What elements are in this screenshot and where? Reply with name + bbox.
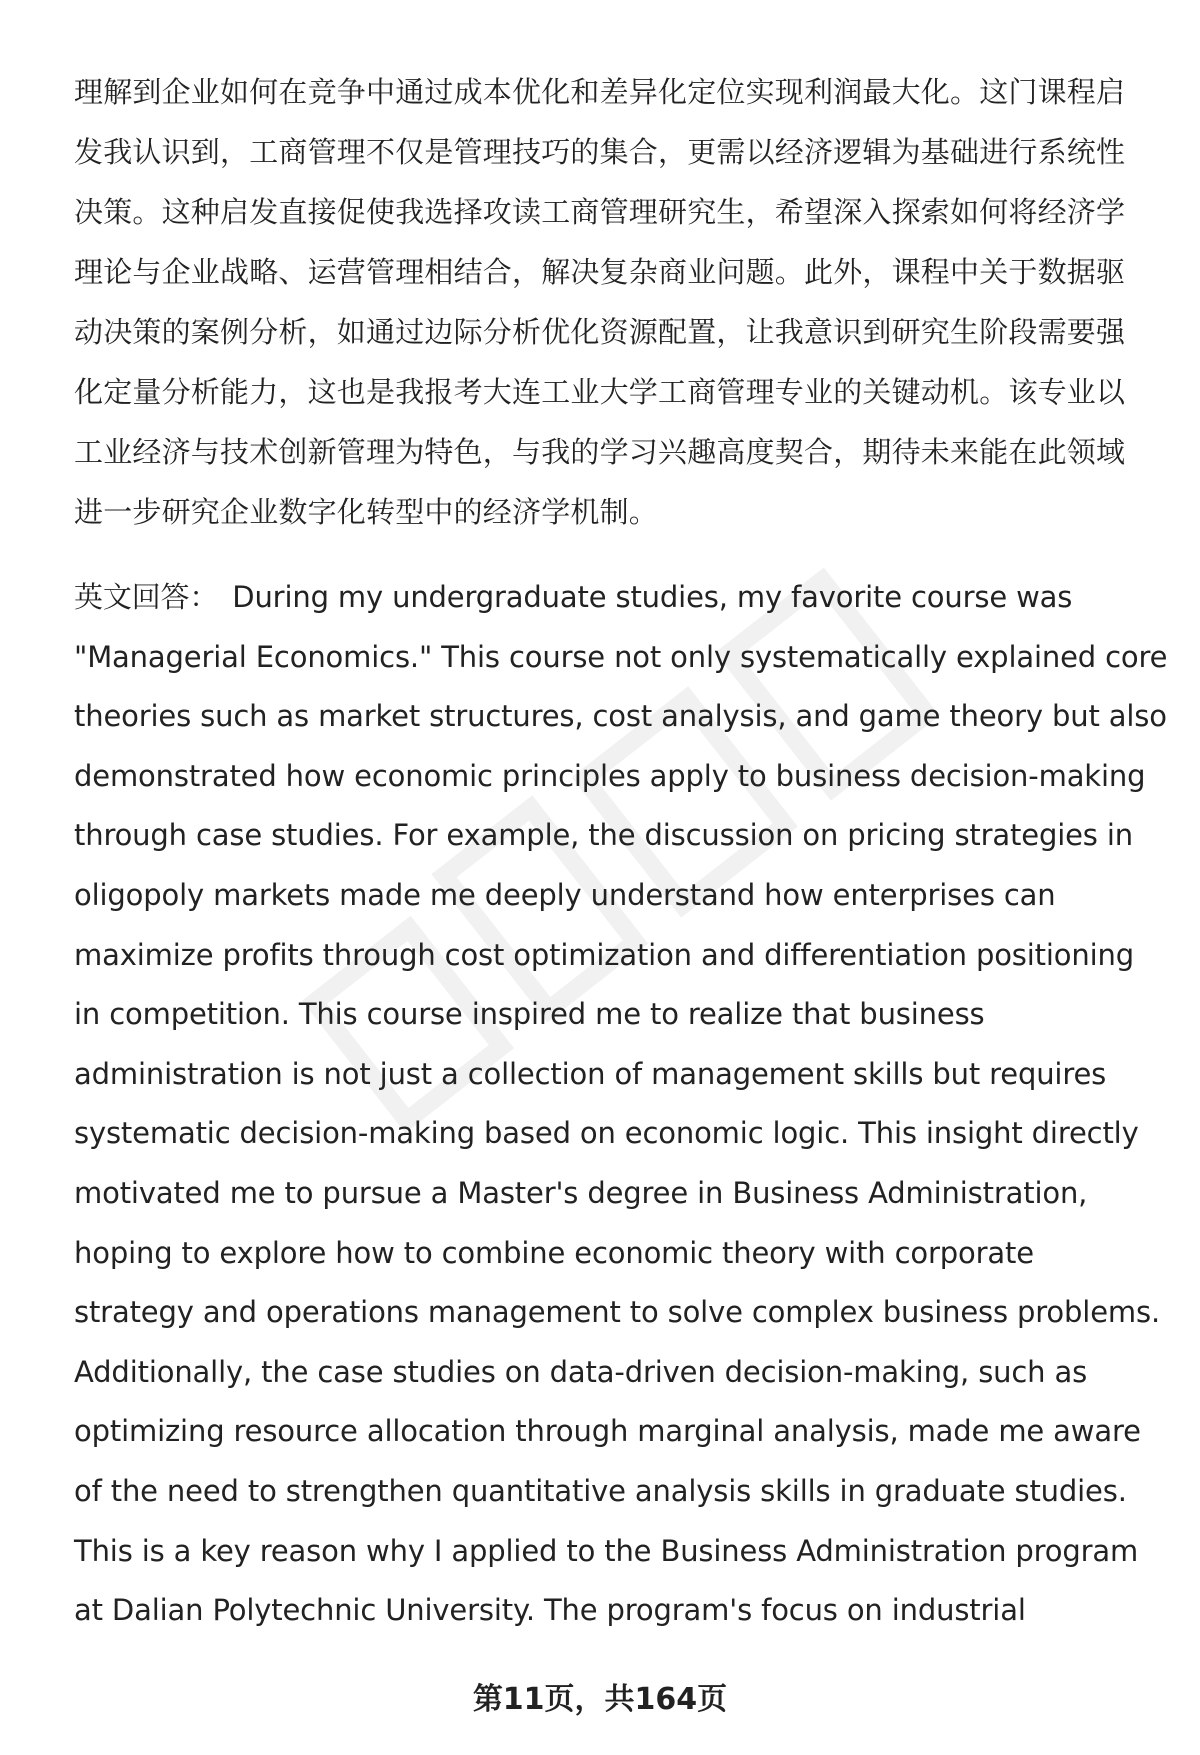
text-line: administration is not just a collection of management skills but requires <box>74 1056 1107 1091</box>
text-line: through case studies. For example, the discussion on pricing strategies in <box>74 818 1133 853</box>
text-line: theories such as market structures, cost analysis, and game theory but also <box>74 699 1167 734</box>
text-line: "Managerial Economics." This course not only systematically explained core <box>74 639 1168 674</box>
text-line-content: During my undergraduate studies, my favorite course was <box>232 580 1073 614</box>
english-answer-label: 英文回答： <box>74 580 219 614</box>
text-line: motivated me to pursue a Master's degree in Business Administration, <box>74 1175 1088 1210</box>
text-line: 理论与企业战略、运营管理相结合，解决复杂商业问题。此外，课程中关于数据驱 <box>74 255 1126 289</box>
page-number-footer: 第11页，共164页 <box>472 1682 728 1717</box>
text-line: 化定量分析能力，这也是我报考大连工业大学工商管理专业的关键动机。该专业以 <box>74 375 1126 409</box>
text-line <box>74 568 1152 628</box>
text-line: at Dalian Polytechnic University. The program's focus on industrial <box>74 1593 1026 1628</box>
text-line: optimizing resource allocation through marginal analysis, made me aware <box>74 1414 1141 1449</box>
text-line: 工业经济与技术创新管理为特色，与我的学习兴趣高度契合，期待未来能在此领域 <box>74 435 1126 469</box>
text-line: strategy and operations management to solve complex business problems. <box>74 1295 1161 1330</box>
text-line: This is a key reason why I applied to the Business Administration program <box>74 1533 1139 1568</box>
text-line: 发我认识到，工商管理不仅是管理技巧的集合，更需以经济逻辑为基础进行系统性 <box>74 135 1126 169</box>
text-line: 动决策的案例分析，如通过边际分析优化资源配置，让我意识到研究生阶段需要强 <box>74 315 1126 349</box>
english-answer-paragraph <box>74 568 1168 1641</box>
text-line: 理解到企业如何在竞争中通过成本优化和差异化定位实现利润最大化。这门课程启 <box>74 75 1126 109</box>
text-line: 决策。这种启发直接促使我选择攻读工商管理研究生，希望深入探索如何将经济学 <box>74 195 1126 229</box>
text-line: demonstrated how economic principles apply to business decision-making <box>74 758 1146 793</box>
text-line: maximize profits through cost optimization and differentiation positioning <box>74 937 1135 972</box>
text-line: systematic decision-making based on economic logic. This insight directly <box>74 1116 1139 1151</box>
text-line: of the need to strengthen quantitative analysis skills in graduate studies. <box>74 1473 1127 1508</box>
text-line: Additionally, the case studies on data-driven decision-making, such as <box>74 1354 1088 1389</box>
text-line: hoping to explore how to combine economic theory with corporate <box>74 1235 1034 1270</box>
text-line: oligopoly markets made me deeply understand how enterprises can <box>74 877 1056 912</box>
text-line: in competition. This course inspired me to realize that business <box>74 997 985 1032</box>
page-content <box>74 62 1168 1641</box>
chinese-answer-paragraph <box>74 62 1152 542</box>
text-line: 进一步研究企业数字化转型中的经济学机制。 <box>74 495 659 529</box>
